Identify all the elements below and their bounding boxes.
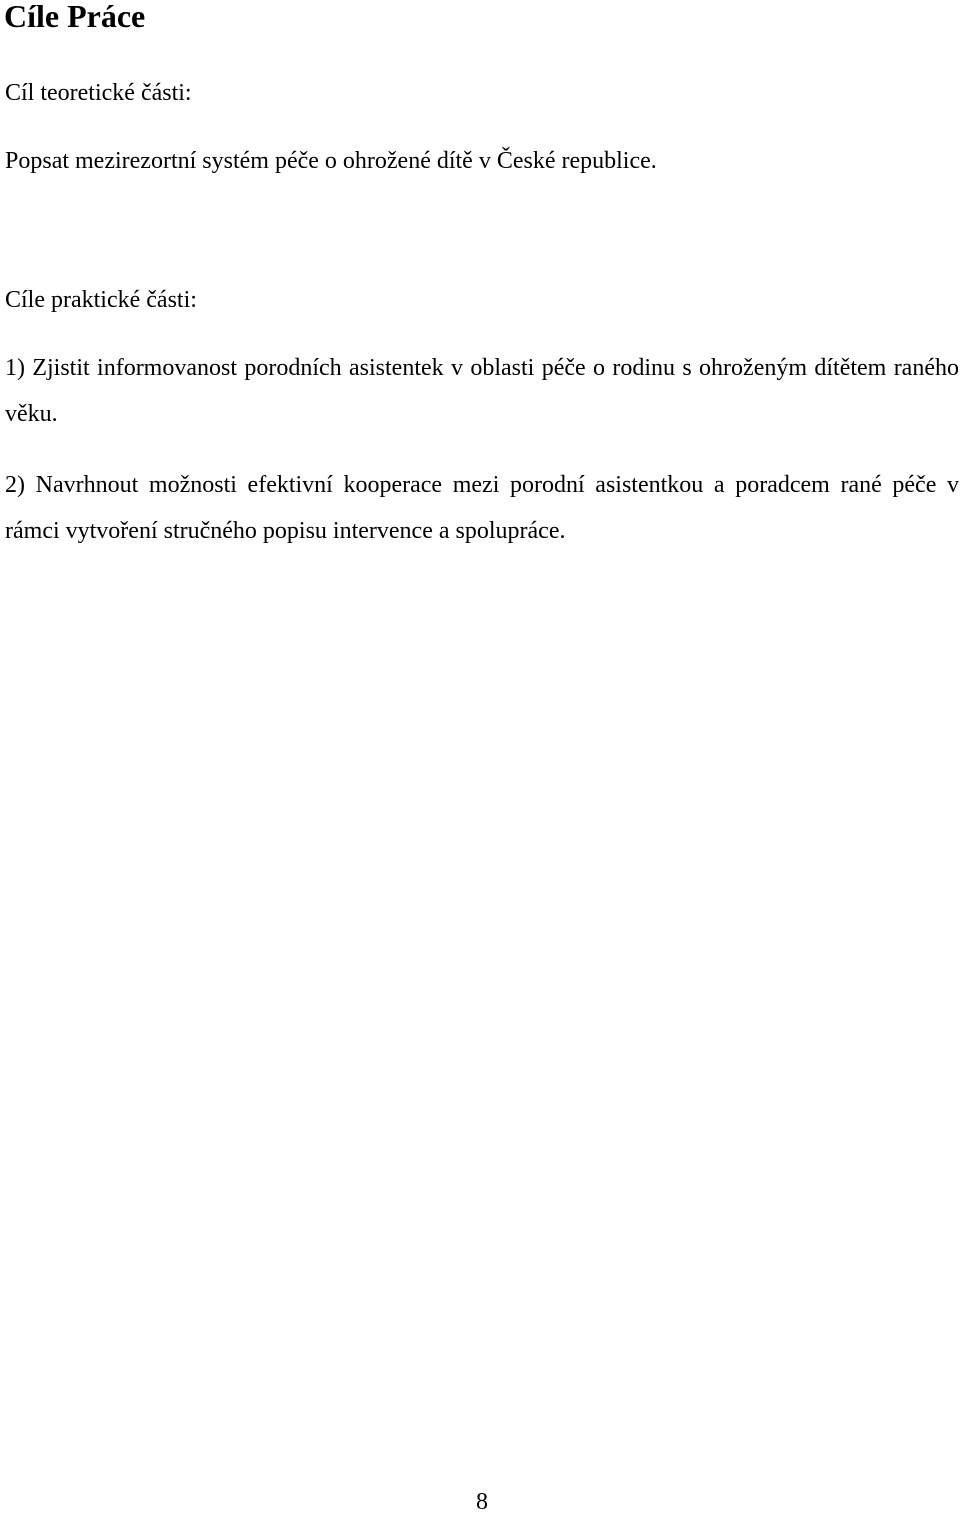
page-title: Cíle Práce	[4, 0, 146, 34]
page-number: 8	[476, 1489, 488, 1515]
theory-goal-text: Popsat mezirezortní systém péče o ohrožené dítě v České republice.	[5, 148, 657, 174]
practice-goals-label: Cíle praktické části:	[5, 287, 197, 313]
theory-goal-label: Cíl teoretické části:	[5, 80, 192, 106]
practice-goal-item-2: 2) Navrhnout možnosti efektivní kooperace mezi porodní asistentkou a poradcem rané péče v rámci vytvoření stručného popisu intervence a spolupráce.	[5, 472, 959, 544]
practice-goal-item-1: 1) Zjistit informovanost porodních asistentek v oblasti péče o rodinu s ohroženým dítětem raného věku.	[5, 355, 959, 427]
